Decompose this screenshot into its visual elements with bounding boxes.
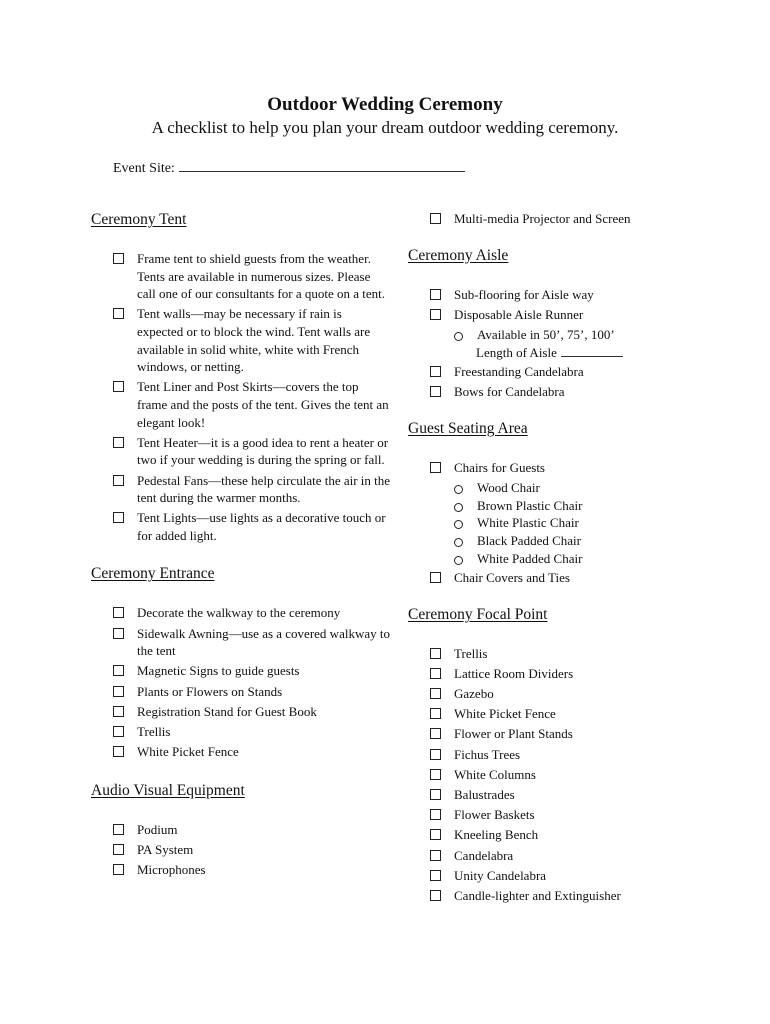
checkbox[interactable] (430, 648, 441, 659)
list-item (430, 705, 708, 723)
checkbox[interactable] (430, 789, 441, 800)
item-label: Pedestal Fans—these help circulate the air in the tent during the warmer months. (137, 472, 391, 506)
list-item (113, 723, 391, 741)
item-label: Gazebo (454, 686, 494, 702)
checkbox[interactable] (430, 309, 441, 320)
sub-item-label: Wood Chair (477, 480, 540, 496)
page-subtitle: A checklist to help you plan your dream outdoor wedding ceremony. (151, 118, 619, 137)
list-item (430, 826, 708, 844)
list-item (113, 662, 391, 680)
section-heading: Guest Seating Area (408, 419, 528, 437)
checkbox[interactable] (113, 706, 124, 717)
list-item (113, 861, 391, 879)
list-item (113, 378, 391, 431)
list-item (113, 472, 391, 507)
list-item (113, 841, 391, 859)
item-label: Kneeling Bench (454, 827, 539, 843)
item-label: Tent Heater—it is a good idea to rent a heater or two if your wedding is during the spring or fall. (137, 434, 389, 468)
sub-item-label: Black Padded Chair (477, 532, 581, 548)
checkbox[interactable] (113, 746, 124, 757)
list-item (113, 743, 391, 761)
event-site-blank[interactable] (179, 157, 465, 172)
list-item (430, 887, 708, 905)
list-item (430, 383, 708, 401)
checkbox[interactable] (430, 870, 441, 881)
item-label: Trellis (454, 645, 488, 661)
list-item (430, 746, 708, 764)
item-label: Candle-lighter and Extinguisher (454, 887, 621, 903)
item-label: Magnetic Signs to guide guests (137, 663, 300, 679)
item-label: Tent Liner and Post Skirts—covers the top frame and the posts of the tent. Gives the tent an elegant look! (137, 379, 389, 430)
checklist (408, 286, 708, 324)
item-label: Chairs for Guests (454, 459, 545, 475)
checkbox[interactable] (430, 688, 441, 699)
checkbox[interactable] (113, 824, 124, 835)
item-label: Trellis (137, 724, 171, 739)
checkbox[interactable] (430, 366, 441, 377)
item-label: White Picket Fence (454, 706, 556, 722)
checkbox[interactable] (113, 607, 124, 618)
section-heading: Ceremony Aisle (408, 246, 509, 264)
checkbox[interactable] (430, 728, 441, 739)
item-label: Fichus Trees (454, 746, 521, 762)
sub-item (454, 497, 708, 515)
bullet-icon (454, 485, 463, 494)
checkbox[interactable] (113, 437, 124, 448)
item-label: Flower or Plant Stands (454, 726, 573, 742)
item-label: Podium (137, 821, 178, 837)
checkbox[interactable] (430, 829, 441, 840)
sub-item-label: White Padded Chair (477, 550, 583, 566)
section-heading: Ceremony Entrance (91, 565, 215, 583)
bullet-icon (454, 538, 463, 547)
item-label: Disposable Aisle Runner (454, 306, 584, 322)
checkbox[interactable] (430, 850, 441, 861)
right-column (408, 210, 708, 923)
item-label: Bows for Candelabra (454, 384, 565, 400)
list-item (430, 806, 708, 824)
list-item (113, 434, 391, 469)
checklist (91, 250, 391, 544)
list-item (430, 210, 708, 228)
list-item (430, 867, 708, 885)
checkbox[interactable] (113, 253, 124, 264)
sub-item (454, 532, 708, 550)
list-item (430, 459, 708, 477)
list-item (430, 363, 708, 381)
item-label: Registration Stand for Guest Book (137, 703, 317, 719)
checkbox[interactable] (113, 475, 124, 486)
checkbox[interactable] (430, 809, 441, 820)
section-audio-visual (91, 781, 391, 879)
list-item (430, 725, 708, 743)
event-site-label: Event Site: (113, 161, 175, 176)
list-item (430, 766, 708, 784)
length-label: Length of Aisle (476, 344, 557, 360)
checkbox[interactable] (113, 512, 124, 523)
item-label: Chair Covers and Ties (454, 570, 570, 586)
item-label: PA System (137, 841, 194, 857)
checklist (91, 604, 391, 760)
item-label: White Picket Fence (137, 744, 239, 760)
list-item (430, 847, 708, 865)
checkbox[interactable] (113, 726, 124, 737)
section-ceremony-aisle (408, 246, 708, 401)
checkbox[interactable] (113, 665, 124, 676)
checkbox[interactable] (430, 213, 441, 224)
bullet-icon (454, 332, 463, 341)
item-label: Flower Baskets (454, 807, 535, 823)
item-label: Sidewalk Awning—use as a covered walkway to the tent (137, 625, 390, 659)
item-label: Tent Lights—use lights as a decorative touch or for added light. (137, 510, 386, 543)
checkbox[interactable] (430, 749, 441, 760)
section-heading: Ceremony Tent (91, 211, 187, 228)
list-item (113, 703, 391, 721)
list-item (430, 665, 708, 683)
section-ceremony-entrance (91, 564, 391, 760)
sub-item-label: Available in 50’, 75’, 100’ (477, 326, 615, 342)
checkbox[interactable] (430, 386, 441, 397)
sub-item (454, 326, 708, 344)
item-label: Decorate the walkway to the ceremony (137, 605, 341, 621)
list-item (430, 306, 708, 324)
item-label: Plants or Flowers on Stands (137, 683, 283, 699)
checkbox[interactable] (430, 668, 441, 679)
checkbox[interactable] (430, 572, 441, 583)
item-label: White Columns (454, 766, 536, 782)
checkbox[interactable] (430, 890, 441, 901)
sub-list (408, 326, 708, 361)
list-item (113, 821, 391, 839)
section-ceremony-tent (91, 210, 391, 544)
sub-item (454, 514, 708, 532)
checkbox[interactable] (430, 289, 441, 300)
list-item (113, 305, 391, 375)
item-label: Tent walls—may be necessary if rain is expected or to block the wind. Tent walls are available in solid white, white with French windows, or netting. (137, 306, 371, 375)
checklist (408, 645, 708, 905)
section-guest-seating (408, 419, 708, 587)
sub-item (454, 550, 708, 568)
sub-item-label: White Plastic Chair (477, 515, 579, 531)
list-item (430, 569, 708, 587)
bullet-icon (454, 556, 463, 565)
item-label: Candelabra (454, 847, 514, 863)
checkbox[interactable] (430, 708, 441, 719)
list-item (430, 786, 708, 804)
event-site-field (113, 157, 465, 177)
section-heading: Ceremony Focal Point (408, 605, 548, 623)
checkbox[interactable] (113, 308, 124, 319)
bullet-icon (454, 503, 463, 512)
item-label: Lattice Room Dividers (454, 665, 574, 681)
list-item (113, 625, 391, 660)
checkbox[interactable] (113, 686, 124, 697)
section-heading: Audio Visual Equipment (91, 781, 245, 799)
section-ceremony-focal-point (408, 605, 708, 905)
item-label: Freestanding Candelabra (454, 364, 584, 380)
item-label: Microphones (137, 862, 206, 878)
checkbox[interactable] (113, 844, 124, 855)
list-item (430, 286, 708, 304)
checkbox[interactable] (430, 769, 441, 780)
list-item (113, 250, 391, 303)
list-item (113, 509, 391, 544)
checklist (408, 210, 708, 228)
left-column (91, 210, 391, 897)
item-label: Balustrades (454, 787, 515, 802)
page-title: Outdoor Wedding Ceremony (267, 94, 503, 115)
checkbox[interactable] (430, 462, 441, 473)
checkbox[interactable] (113, 628, 124, 639)
checklist (91, 821, 391, 879)
list-item (430, 685, 708, 703)
list-item (113, 604, 391, 622)
checkbox[interactable] (113, 381, 124, 392)
item-label: Multi-media Projector and Screen (454, 211, 631, 226)
sub-item-label: Brown Plastic Chair (477, 497, 583, 513)
item-label: Frame tent to shield guests from the weather. Tents are available in numerous sizes. Please call one of our consultants for a quote on a tent. (137, 251, 386, 302)
list-item (430, 645, 708, 663)
checklist (408, 569, 708, 587)
sub-item (454, 479, 708, 497)
sub-list (408, 479, 708, 567)
list-item (113, 683, 391, 701)
checklist (408, 459, 708, 477)
sub-item-note (454, 344, 708, 362)
checklist (408, 363, 708, 401)
item-label: Sub-flooring for Aisle way (454, 286, 594, 302)
bullet-icon (454, 520, 463, 529)
item-label: Unity Candelabra (454, 867, 547, 883)
length-blank[interactable] (561, 344, 623, 357)
checkbox[interactable] (113, 864, 124, 875)
